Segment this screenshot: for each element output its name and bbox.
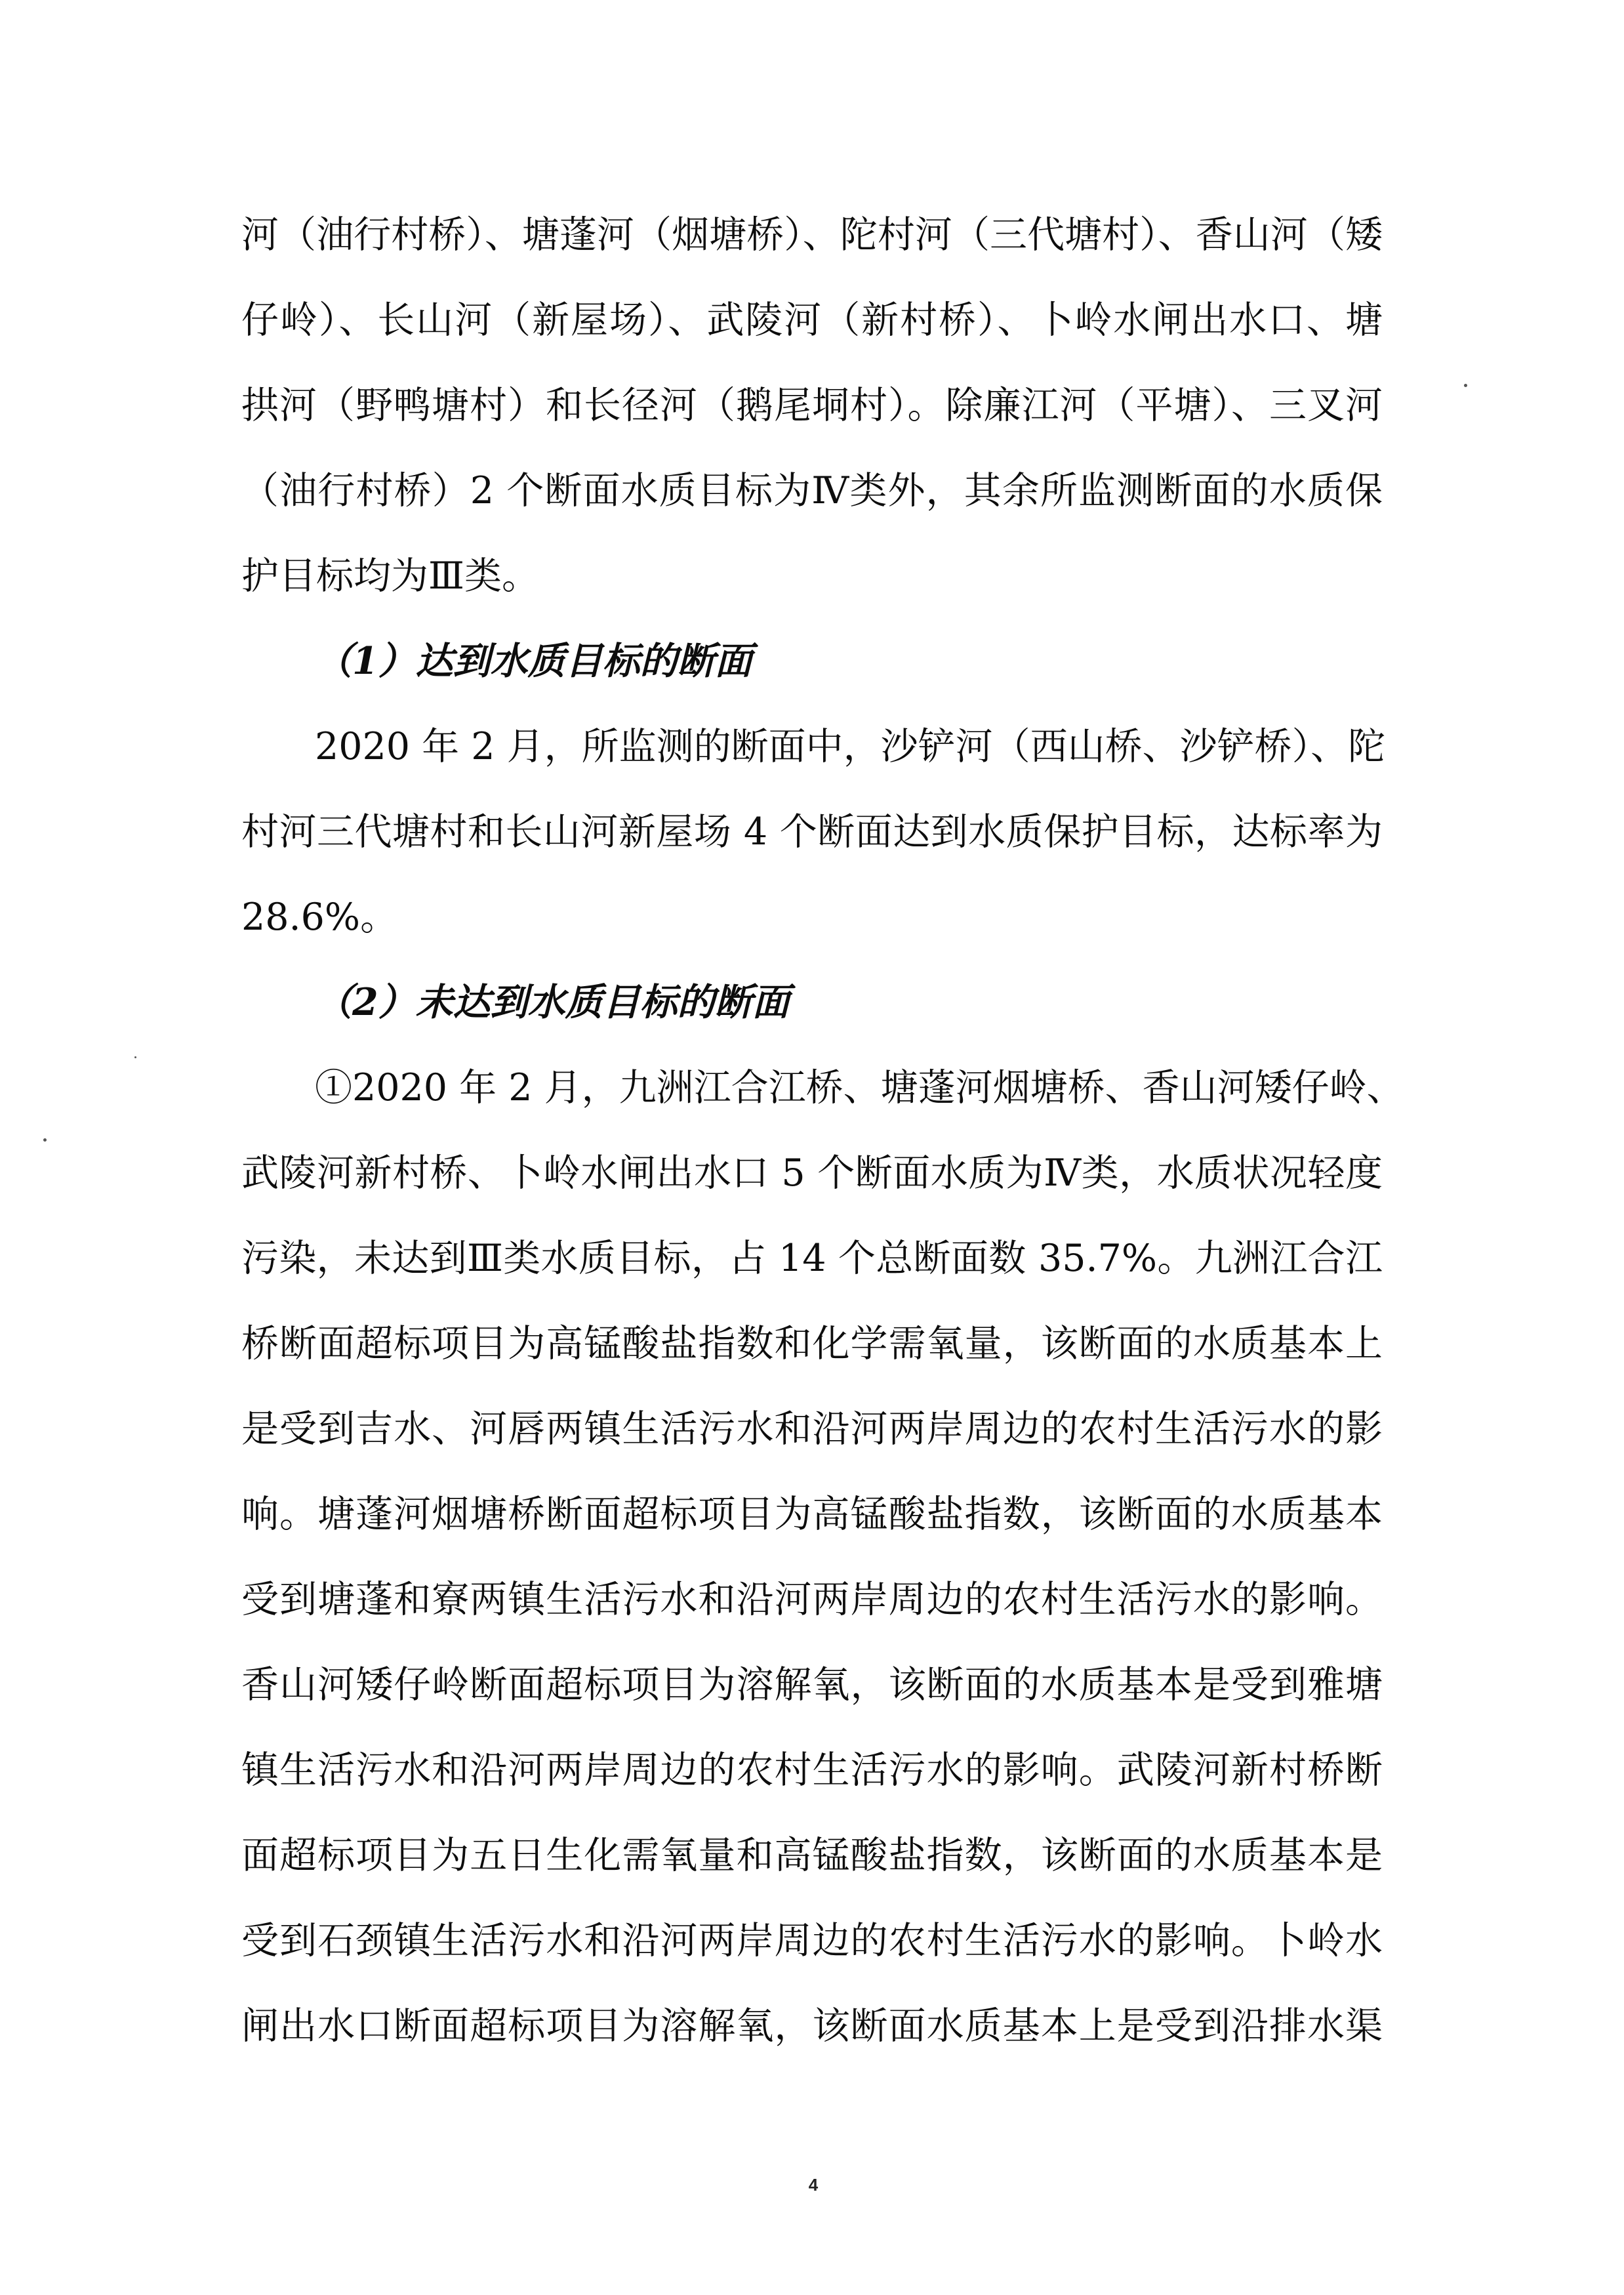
scan-speck	[134, 1056, 136, 1058]
body-text-line: 镇生活污水和沿河两岸周边的农村生活污水的影响。武陵河新村桥断	[241, 1748, 1383, 1792]
body-text-line: 闸出水口断面超标项目为溶解氧，该断面水质基本上是受到沿排水渠	[241, 2004, 1383, 2048]
body-text-line: 仔岭）、长山河（新屋场）、武陵河（新村桥）、卜岭水闸出水口、塘	[241, 299, 1383, 342]
body-text-line: 受到石颈镇生活污水和沿河两岸周边的农村生活污水的影响。卜岭水	[241, 1919, 1383, 1962]
body-text-line: 面超标项目为五日生化需氧量和高锰酸盐指数，该断面的水质基本是	[241, 1834, 1383, 1877]
body-text-line: 武陵河新村桥、卜岭水闸出水口 5 个断面水质为Ⅳ类，水质状况轻度	[241, 1151, 1383, 1195]
section-heading: （1）达到水质目标的断面	[315, 639, 752, 683]
body-text-line: 桥断面超标项目为高锰酸盐指数和化学需氧量，该断面的水质基本上	[241, 1322, 1383, 1365]
body-text-line: （油行村桥）2 个断面水质目标为Ⅳ类外，其余所监测断面的水质保	[241, 469, 1383, 512]
body-text-line: 护目标均为Ⅲ类。	[241, 554, 539, 598]
body-text-line: 是受到吉水、河唇两镇生活污水和沿河两岸周边的农村生活污水的影	[241, 1407, 1383, 1451]
body-text-line: ①2020 年 2 月，九洲江合江桥、塘蓬河烟塘桥、香山河矮仔岭、	[315, 1066, 1404, 1109]
body-text-line: 28.6%。	[241, 896, 398, 939]
body-text-line: 河（油行村桥）、塘蓬河（烟塘桥）、陀村河（三代塘村）、香山河（矮	[241, 213, 1383, 257]
section-heading: （2）未达到水质目标的断面	[315, 980, 790, 1024]
body-text-line: 2020 年 2 月，所监测的断面中，沙铲河（西山桥、沙铲桥）、陀	[315, 725, 1386, 768]
scan-speck	[43, 1138, 47, 1142]
body-text-line: 村河三代塘村和长山河新屋场 4 个断面达到水质保护目标，达标率为	[241, 810, 1383, 854]
body-text-line: 污染，未达到Ⅲ类水质目标，占 14 个总断面数 35.7%。九洲江合江	[241, 1237, 1383, 1280]
body-text-line: 香山河矮仔岭断面超标项目为溶解氧，该断面的水质基本是受到雅塘	[241, 1663, 1383, 1706]
body-text-line: 响。塘蓬河烟塘桥断面超标项目为高锰酸盐指数，该断面的水质基本	[241, 1493, 1383, 1536]
page-number: 4	[808, 2175, 819, 2195]
body-text-line: 拱河（野鸭塘村）和长径河（鹅尾垌村）。除廉江河（平塘）、三叉河	[241, 384, 1383, 427]
body-text-line: 受到塘蓬和寮两镇生活污水和沿河两岸周边的农村生活污水的影响。	[241, 1578, 1383, 1621]
scan-speck	[1464, 384, 1467, 387]
